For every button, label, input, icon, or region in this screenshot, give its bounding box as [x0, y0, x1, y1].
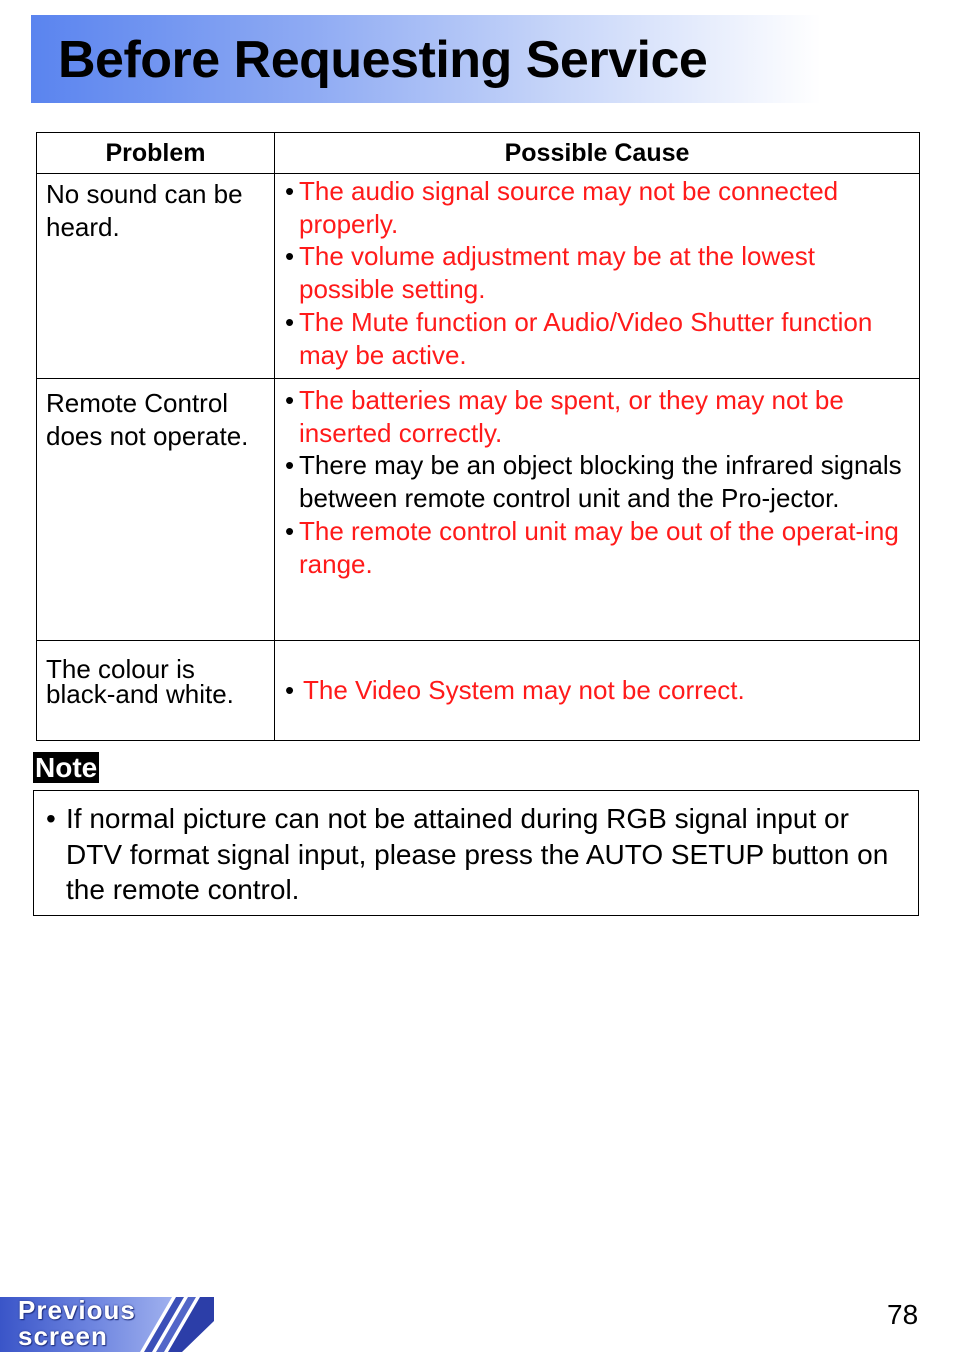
list-item: [285, 240, 911, 305]
cause-text: The Video System may not be correct.: [303, 675, 745, 706]
bullet-icon: •: [285, 385, 295, 415]
cause-cell: [275, 174, 920, 379]
cause-list: [285, 674, 911, 707]
list-item: [285, 306, 911, 371]
bullet-icon: •: [285, 515, 295, 546]
page-title: Before Requesting Service: [58, 31, 708, 89]
bullet-icon: •: [285, 306, 295, 337]
note-box: [33, 790, 919, 916]
page-number: 78: [887, 1299, 919, 1330]
bullet-icon: •: [46, 803, 56, 834]
column-header-problem: Problem: [37, 133, 275, 174]
table-row: [37, 641, 920, 741]
bullet-icon: •: [285, 176, 295, 206]
problem-cell: The colour is black-and white.: [37, 641, 275, 741]
table-row: [37, 174, 920, 379]
cause-cell: [275, 379, 920, 641]
list-item: [285, 175, 911, 240]
cause-cell: [275, 641, 920, 741]
note-text: If normal picture can not be attained during RGB signal input or DTV format signal input, please press the AUTO SETUP button on the remote control.: [66, 803, 889, 905]
previous-label-line2: screen: [18, 1321, 108, 1351]
table-row: [37, 379, 920, 641]
previous-label-line1: Previous: [18, 1297, 136, 1325]
cause-text: The volume adjustment may be at the lowest possible setting.: [299, 241, 815, 305]
column-header-possible-cause: Possible Cause: [275, 133, 920, 174]
cause-text: The batteries may be spent, or they may not be inserted correctly.: [299, 385, 844, 448]
cause-text: The remote control unit may be out of the operat-ing range.: [299, 515, 899, 579]
bullet-icon: •: [285, 675, 295, 706]
cause-text: There may be an object blocking the infrared signals between remote control unit and the Pro-jector.: [299, 450, 902, 514]
list-item: [285, 515, 911, 580]
bullet-icon: •: [285, 241, 295, 272]
list-item: [285, 384, 911, 449]
note-label: Note: [35, 752, 98, 783]
cause-text: The audio signal source may not be connected properly.: [299, 176, 839, 239]
list-item: [285, 449, 911, 514]
list-item: [285, 674, 911, 707]
previous-screen-label: [18, 1297, 136, 1349]
bullet-icon: •: [285, 450, 295, 481]
previous-screen-button[interactable]: [0, 1297, 214, 1352]
troubleshooting-table: [36, 132, 920, 741]
cause-list: [285, 175, 911, 371]
problem-cell: No sound can be heard.: [37, 174, 275, 379]
cause-list: [285, 384, 911, 580]
problem-cell: Remote Control does not operate.: [37, 379, 275, 641]
cause-text: The Mute function or Audio/Video Shutter function may be active.: [299, 306, 873, 370]
table-header-row: [37, 133, 920, 174]
